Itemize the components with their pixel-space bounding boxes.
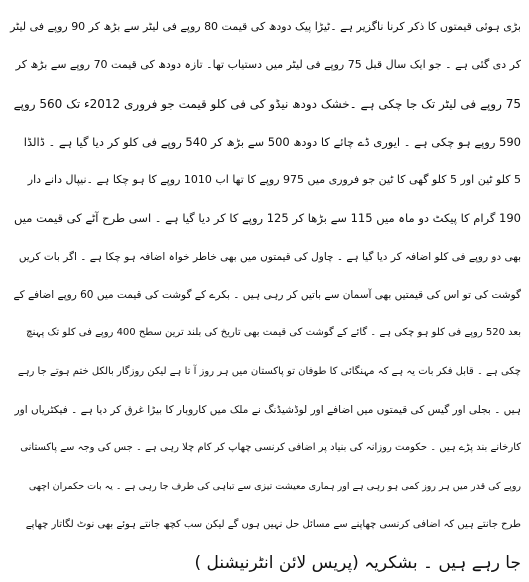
article-line: 590 روپے ہو چکی ہے ۔ ایوری ڈے چائے کا دودھ 500 سے بڑھ کر 540 روپے فی کلو کر دیا گیا ہے ۔ ڈالڈا — [23, 134, 521, 149]
article-line: 75 روپے فی لیٹر تک جا چکی ہے ۔خشک دودھ نیڈو کی فی کلو قیمت جو فروری 2012ء تک 560 روپے — [13, 96, 521, 111]
article-line: بڑی ہوئی قیمتوں کا ذکر کرنا ناگزیر ہے ۔ٹیڑا پیک دودھ کی قیمت 80 روپے فی لیٹر سے بڑھ کر 90 روپے فی لیٹر — [10, 20, 521, 33]
article-body — [8, 8, 521, 582]
article-line: کارخانے بند پڑے ہیں ۔ حکومت روزانہ کی بنیاد پر اضافی کرنسی چھاپ کر کام چلا رہی ہے ۔ جس کی وجہ سے پاکستانی — [20, 442, 521, 454]
article-line: کر دی گئی ہے ۔ جو ایک سال قبل 75 روپے فی لیٹر میں دستیاب تھا۔ تازہ دودھ کی قیمت 70 روپے سے بڑھ کر — [15, 58, 521, 72]
article-line: طرح جانتے ہیں کہ اضافی کرنسی چھاپنے سے مسائل حل نہیں ہوں گے لیکن سب کچھ جانتے ہوئے بھی نوٹ لگاتار چھاپے — [25, 518, 521, 530]
article-line: بعد 520 روپے فی کلو ہو چکی ہے ۔ گائے کے گوشت کی قیمت بھی تاریخ کی بلند ترین سطح 400 روپے فی کلو تک پہنچ — [26, 327, 521, 339]
article-line-credit: جا رہے ہیں ۔ بشکریہ (پریس لائن انٹرنیشنل ) — [194, 553, 521, 574]
article-line: بھی دو روپے فی کلو اضافہ کر دیا گیا ہے ۔ چاول کی قیمتوں میں بھی خاطر خواہ اضافہ ہو چکا ہے ۔ اگر بات کریں — [18, 250, 521, 263]
article-line: گوشت کی تو اس کی قیمتیں بھی آسمان سے باتیں کر رہی ہیں ۔ بکرے کے گوشت کی قیمت میں 60 روپے اضافے کے — [13, 289, 521, 302]
article-line: روپے کی قدر میں ہر روز کمی ہو رہی ہے اور ہماری معیشت تیزی سے تباہی کی طرف جا رہی ہے ۔ یہ بات حکمران اچھی — [28, 480, 521, 492]
article-line: چکی ہے ۔ قابل فکر بات یہ ہے کہ مہنگائی کا طوفان تو پاکستان میں ہر روز آ تا ہے لیکن روزگار بالکل ختم ہوتے جا رہے — [17, 365, 521, 377]
article-line: 190 گرام کا پیکٹ دو ماہ میں 115 سے بڑھا کر 125 روپے کا کر دیا گیا ہے ۔ اسی طرح آٹے کی قیمت میں — [14, 211, 521, 226]
article-line: ہیں ۔ بجلی اور گیس کی قیمتوں میں اضافے اور لوڈشیڈنگ نے ملک میں کاروبار کا بیڑا غرق کر دیا ہے ۔ فیکٹریاں اور — [14, 403, 521, 416]
article-line: 5 کلو ٹین اور 5 کلو گھی کا ٹین جو فروری میں 975 روپے کا تھا اب 1010 روپے کا ہو چکا ہے ۔نیپال دانے دار — [27, 173, 521, 187]
